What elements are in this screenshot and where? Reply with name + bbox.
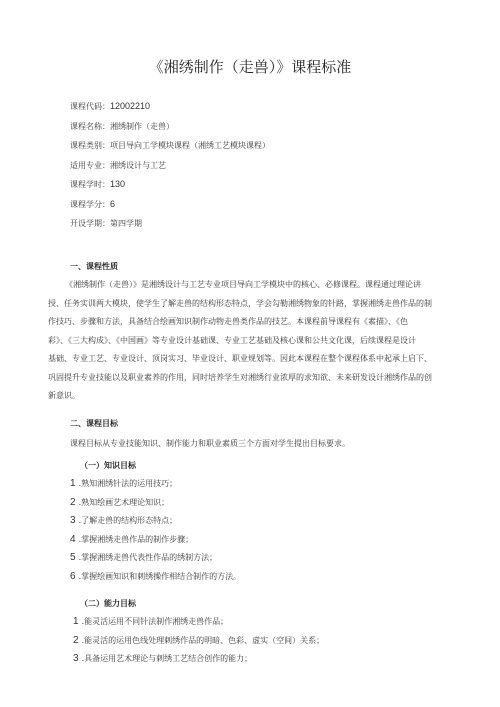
list-item: 3 .具备运用艺术理论与刺绣工艺结合创作的能力； <box>73 653 253 664</box>
list-item: 2 .能灵活的运用色线处理刺绣作品的明暗、色彩、虚实（空间）关系； <box>73 634 325 646</box>
list-item: 2 .熟知绘画艺术理论知识； <box>70 496 170 508</box>
list-item: 5 .掌握湘绣走兽代表性作品的绣制方法； <box>70 552 218 563</box>
list-item: 4 .掌握湘绣走兽作品的制作步骤； <box>70 533 194 545</box>
ability-list <box>73 613 324 669</box>
section-heading-nature: 一、课程性质 <box>70 262 118 271</box>
meta-row-code: 课程代码：12002210 <box>70 101 151 111</box>
list-item: 6 .掌握绘画知识和刺绣操作相结合制作的方法。 <box>70 570 242 582</box>
meta-row-name: 课程名称：湘绣制作（走兽） <box>70 121 174 131</box>
subsection-heading-ability: （二）能力目标 <box>80 599 136 608</box>
meta-row-major: 适用专业：湘绣设计与工艺 <box>70 160 166 170</box>
meta-row-hours: 课程学时：130 <box>70 179 126 189</box>
course-meta <box>70 97 270 234</box>
knowledge-list <box>70 475 241 586</box>
section-paragraph-nature: 《湘绣制作（走兽）》是湘绣设计与工艺专业项目导向工学模块中的核心、必修课程。课程通过理论讲 授、任务实训两大模块，使学生了解走兽的结构形态特点，学会勾勒湘绣物象的针路，掌握湘绣走兽作品的制 作技巧、步骤和方法，具备结合绘画知识制作动物走兽类作品的技艺。本课程前导课程有《素描》、《色 彩》、《三大构成》、《中国画》等专业设计基础课、专业工艺基础及核心课和公共文化课，后续课程是设计 基础、专业工艺、专业设计、顶岗实习、毕业设计、职业规划等。因此本课程在整个课程体系中起承上启下、 巩固提升专业技能以及职业素养的作用，同时培养学生对湘绣行业浓厚的求知欲、未来研发设计湘绣作品的创 新意识。 <box>48 280 432 400</box>
meta-row-category: 课程类别：项目导向工学模块课程（湘绣工艺模块课程） <box>70 141 270 150</box>
list-item: 3 .了解走兽的结构形态特点； <box>70 515 178 526</box>
meta-row-credits: 课程学分：6 <box>70 198 116 209</box>
objectives-intro: 课程目标从专业技能知识、制作能力和职业素质三个方面对学生提出目标要求。 <box>70 439 350 448</box>
document-title: 《湘绣制作（走兽）》课程标准 <box>148 58 352 76</box>
list-item: 1 .能灵活运用不同针法制作湘绣走兽作品； <box>73 616 229 627</box>
meta-row-semester: 开设学期：第四学期 <box>70 219 142 228</box>
list-item: 1 .熟知湘绣针法的运用技巧； <box>70 478 178 489</box>
section-heading-objectives: 二、课程目标 <box>70 419 118 428</box>
subsection-heading-knowledge: （一）知识目标 <box>80 461 136 470</box>
